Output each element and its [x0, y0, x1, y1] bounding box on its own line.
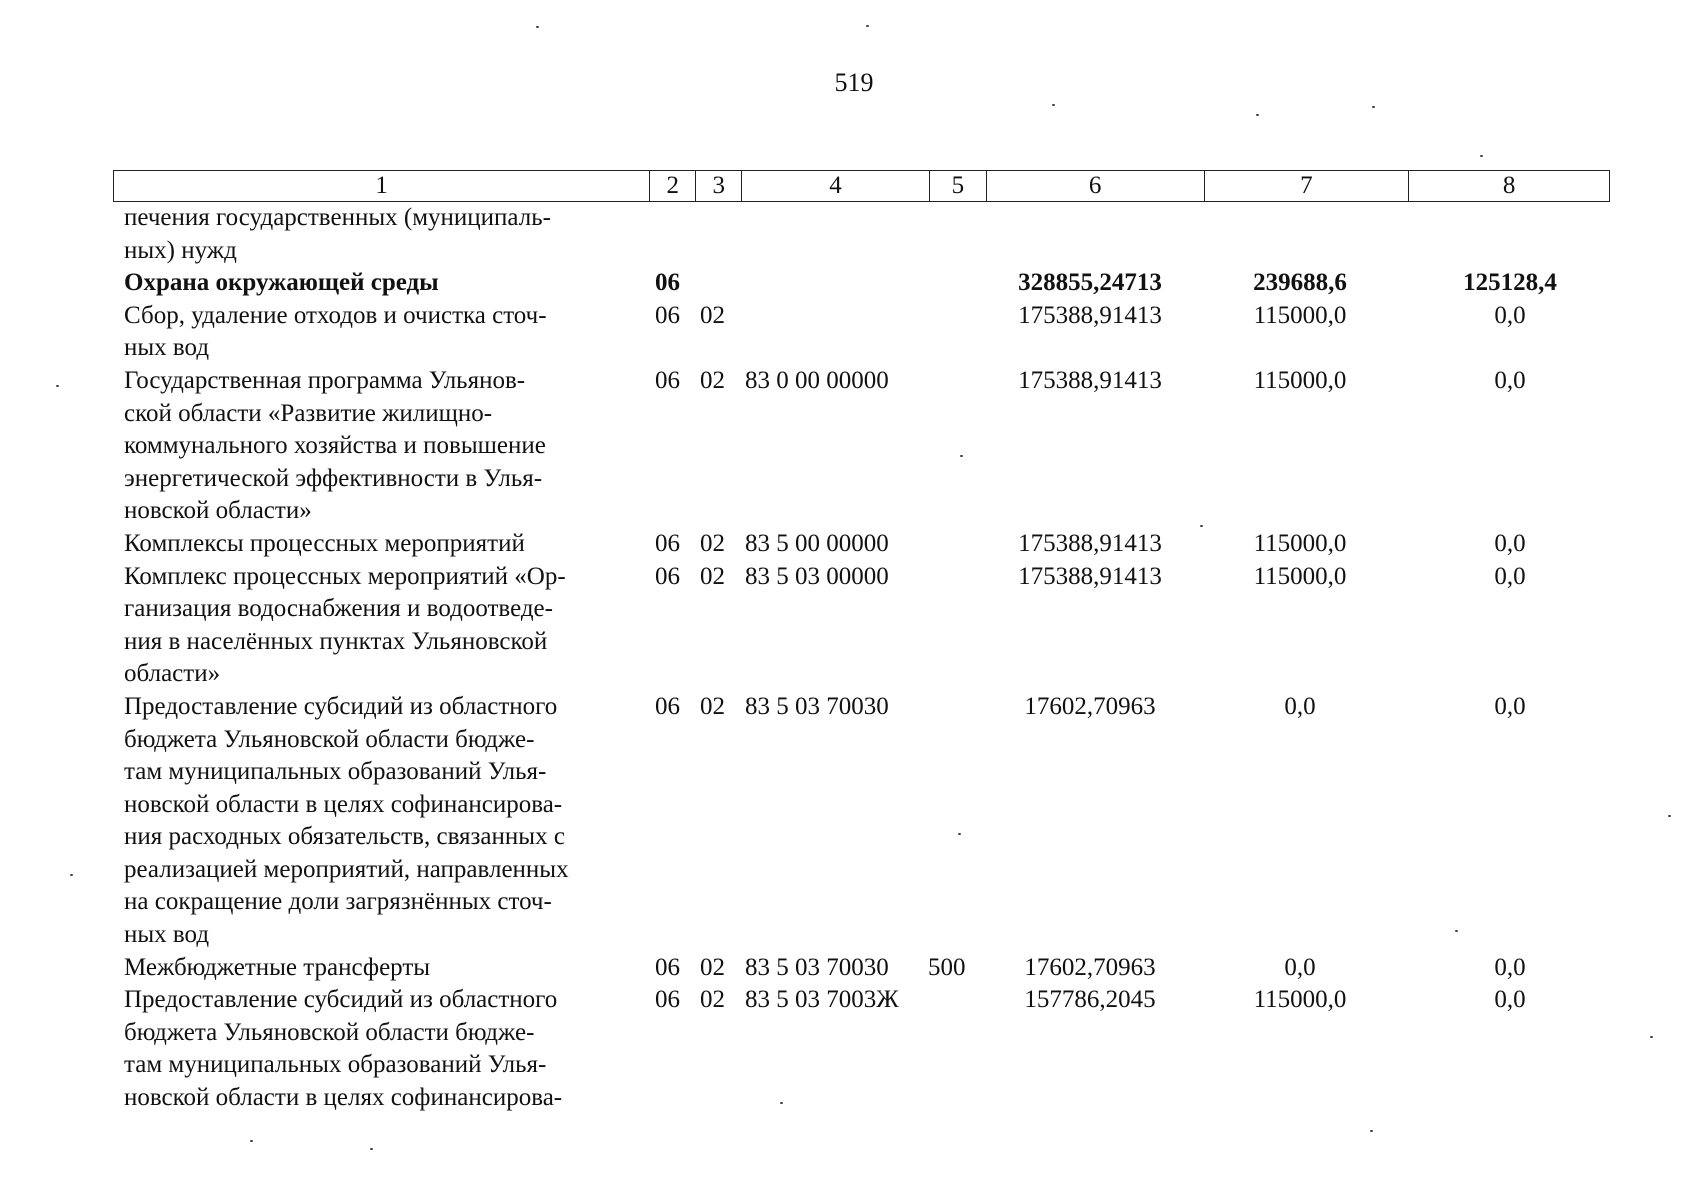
amount-col-6: 157786,2045: [1024, 986, 1156, 1014]
description-line: реализацией мероприятий, направленных: [124, 855, 569, 883]
table-header: [113, 170, 1610, 202]
amount-col-6: 175388,91413: [1018, 562, 1162, 590]
header-col-4: 4: [742, 171, 930, 201]
target-article-code: 83 5 03 7003Ж: [745, 986, 899, 1014]
row-description: [124, 952, 634, 985]
description-line: ния в населённых пунктах Ульяновской: [124, 627, 548, 655]
amount-col-7: 0,0: [1284, 953, 1316, 981]
scan-speck: [370, 1148, 373, 1150]
description-line: Государственная программа Ульянов-: [124, 366, 526, 394]
description-line: Комплекс процессных мероприятий «Ор-: [124, 562, 566, 590]
amount-col-6: 175388,91413: [1018, 529, 1162, 557]
row-description: [124, 267, 634, 300]
table-row: [0, 561, 1708, 691]
target-article-code: 83 5 03 70030: [745, 953, 889, 981]
subsection-code: 02: [700, 562, 725, 590]
amount-col-7: 115000,0: [1253, 301, 1347, 329]
section-code: 06: [655, 953, 680, 981]
description-line: печения государственных (муниципаль-: [124, 204, 551, 231]
subsection-code: 02: [700, 953, 725, 981]
description-line: новской области в целях софинансирова-: [124, 1084, 563, 1112]
amount-col-7: 0,0: [1284, 692, 1316, 720]
header-col-1: 1: [114, 171, 650, 201]
scan-speck: [1256, 114, 1259, 116]
section-code: 06: [655, 301, 680, 329]
subsection-code: 02: [700, 301, 725, 329]
description-line: бюджета Ульяновской области бюдже-: [124, 1018, 535, 1046]
scan-speck: [70, 874, 73, 876]
header-col-8: 8: [1502, 172, 1516, 199]
description-line: ганизация водоснабжения и водоотведе-: [124, 595, 553, 623]
description-line: ных вод: [124, 921, 210, 949]
amount-col-6: 175388,91413: [1018, 366, 1162, 394]
amount-col-7: 115000,0: [1253, 529, 1347, 557]
scan-speck: [1480, 155, 1483, 157]
amount-col-6: 17602,70963: [1024, 692, 1156, 720]
row-description: [124, 300, 634, 365]
scan-speck: [250, 1140, 253, 1142]
description-line: там муниципальных образований Улья-: [124, 758, 547, 786]
amount-col-7: 115000,0: [1253, 986, 1347, 1014]
description-line: Предоставление субсидий из областного: [124, 986, 558, 1014]
table-row: [0, 528, 1708, 561]
row-description: [124, 365, 634, 528]
table-row: [0, 202, 1708, 267]
section-code: 06: [655, 269, 680, 297]
description-line: там муниципальных образований Улья-: [124, 1051, 547, 1079]
amount-col-7: 115000,0: [1253, 562, 1347, 590]
scan-speck: [1200, 525, 1203, 527]
description-line: новской области»: [124, 497, 312, 525]
header-col-6: 6: [987, 171, 1205, 201]
section-code: 06: [655, 986, 680, 1014]
expense-type-code: 500: [928, 953, 966, 981]
row-description: [124, 561, 634, 691]
description-line: Охрана окружающей среды: [124, 269, 439, 297]
table-row: [0, 365, 1708, 528]
amount-col-8: 0,0: [1494, 986, 1526, 1014]
description-line: ных вод: [124, 334, 210, 362]
amount-col-8: 0,0: [1494, 953, 1526, 981]
description-line: Сбор, удаление отходов и очистка сточ-: [124, 301, 547, 329]
amount-col-6: 328855,24713: [1018, 269, 1162, 297]
description-line: Предоставление субсидий из областного: [124, 692, 558, 720]
description-line: ных) нужд: [124, 236, 237, 264]
header-col-5: 5: [930, 171, 987, 201]
scan-speck: [866, 25, 869, 27]
subsection-code: 02: [700, 529, 725, 557]
subsection-code: 02: [700, 986, 725, 1014]
header-col-2: 2: [650, 171, 696, 201]
target-article-code: 83 5 03 70030: [745, 692, 889, 720]
section-code: 06: [655, 366, 680, 394]
amount-col-7: 239688,6: [1253, 269, 1347, 297]
description-line: ской области «Развитие жилищно-: [124, 399, 493, 427]
subsection-code: 02: [700, 366, 725, 394]
table-row: [0, 952, 1708, 985]
description-line: новской области в целях софинансирова-: [124, 790, 563, 818]
description-line: ния расходных обязательств, связанных с: [124, 823, 565, 851]
row-description: [124, 202, 634, 267]
target-article-code: 83 0 00 00000: [745, 366, 889, 394]
description-line: энергетической эффективности в Улья-: [124, 464, 543, 492]
amount-col-8: 0,0: [1494, 692, 1526, 720]
amount-col-8: 125128,4: [1463, 269, 1557, 297]
scan-speck: [958, 833, 961, 835]
table-body: [0, 202, 1708, 1115]
scan-speck: [1052, 104, 1055, 106]
subsection-code: 02: [700, 692, 725, 720]
page-number: 519: [834, 68, 874, 97]
scan-speck: [56, 385, 59, 387]
section-code: 06: [655, 562, 680, 590]
scan-speck: [780, 1102, 783, 1104]
scan-speck: [960, 455, 963, 457]
description-line: на сокращение доли загрязнённых сточ-: [124, 888, 552, 916]
amount-col-7: 115000,0: [1253, 366, 1347, 394]
table-row: [0, 984, 1708, 1114]
scan-speck: [1455, 930, 1458, 932]
table-row: [0, 691, 1708, 952]
amount-col-6: 17602,70963: [1024, 953, 1156, 981]
amount-col-8: 0,0: [1494, 529, 1526, 557]
scan-speck: [1370, 1130, 1373, 1132]
row-description: [124, 984, 634, 1114]
amount-col-8: 0,0: [1494, 301, 1526, 329]
description-line: области»: [124, 660, 221, 688]
scan-speck: [1650, 1036, 1653, 1038]
row-description: [124, 528, 634, 561]
scan-speck: [1372, 106, 1375, 108]
amount-col-6: 175388,91413: [1018, 301, 1162, 329]
table-row: [0, 300, 1708, 365]
target-article-code: 83 5 03 00000: [745, 562, 889, 590]
description-line: Межбюджетные трансферты: [124, 953, 431, 981]
row-description: [124, 691, 634, 952]
section-code: 06: [655, 692, 680, 720]
description-line: Комплексы процессных мероприятий: [124, 529, 525, 557]
header-col-7: 7: [1205, 171, 1410, 201]
section-code: 06: [655, 529, 680, 557]
target-article-code: 83 5 00 00000: [745, 529, 889, 557]
description-line: бюджета Ульяновской области бюдже-: [124, 725, 535, 753]
amount-col-8: 0,0: [1494, 562, 1526, 590]
scan-speck: [1668, 815, 1671, 817]
amount-col-8: 0,0: [1494, 366, 1526, 394]
description-line: коммунального хозяйства и повышение: [124, 432, 546, 460]
header-col-3: 3: [696, 171, 742, 201]
table-row: [0, 267, 1708, 300]
scan-speck: [536, 26, 539, 28]
